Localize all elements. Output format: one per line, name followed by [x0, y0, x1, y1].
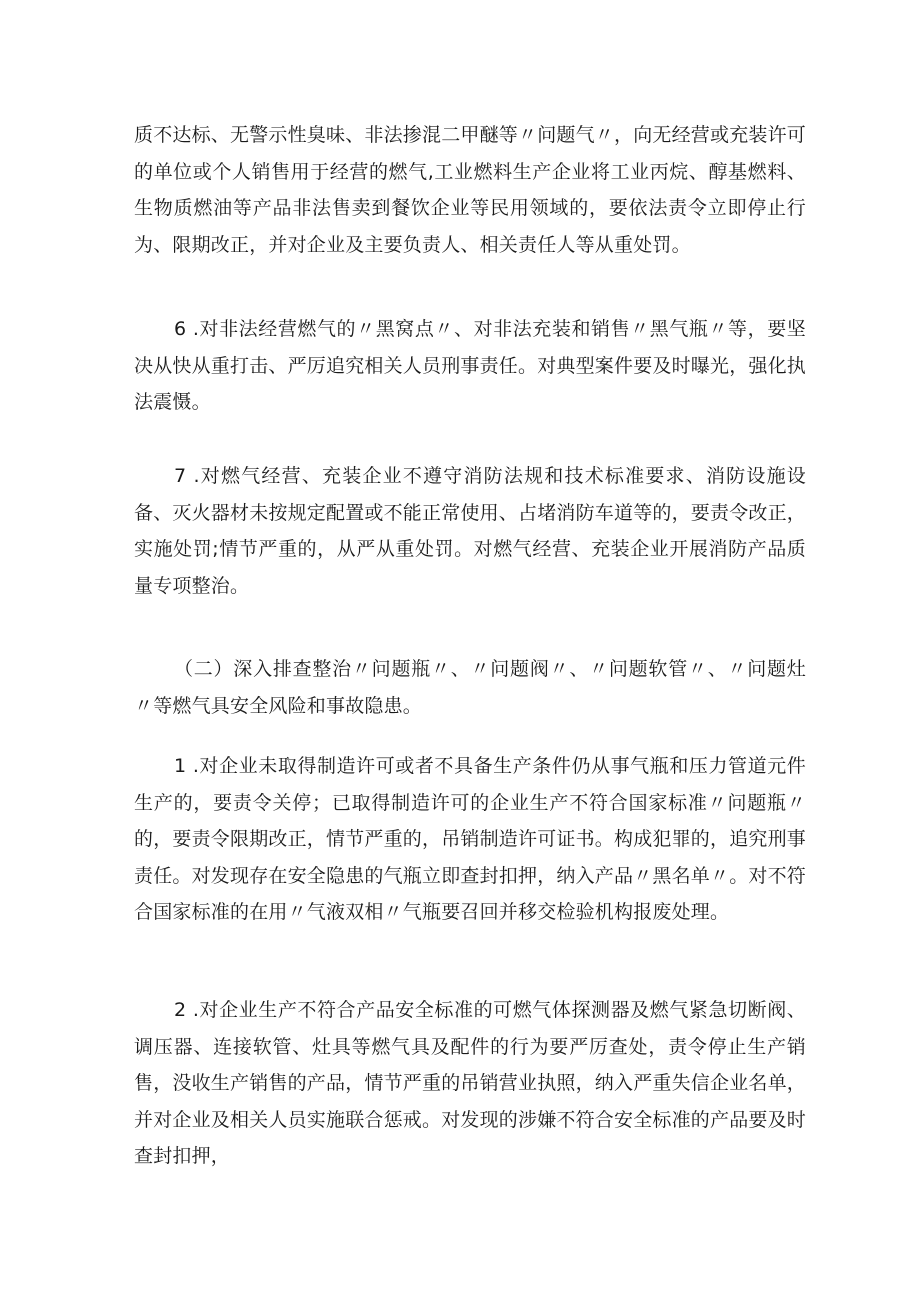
paragraph-item-2	[134, 992, 806, 1175]
paragraph-continuation	[134, 117, 806, 263]
paragraph-4-text: （二）深入排查整治〃问题瓶〃、〃问题阀〃、〃问题软管〃、〃问题灶〃等燃气具安全风险和事故隐患。	[134, 658, 806, 717]
paragraph-item-1	[134, 748, 806, 931]
paragraph-1-text: 质不达标、无警示性臭味、非法掺混二甲醚等〃问题气〃，向无经营或充装许可的单位或个人销售用于经营的燃气,工业燃料生产企业将工业丙烷、醇基燃料、生物质燃油等产品非法售卖到餐饮企业等民用领域的，要依法责令立即停止行为、限期改正，并对企业及主要负责人、相关责任人等从重处罚。	[134, 124, 807, 256]
paragraph-item-7	[134, 458, 806, 604]
paragraph-item-6	[134, 311, 806, 421]
paragraph-3-text: 7 .对燃气经营、充装企业不遵守消防法规和技术标准要求、消防设施设备、灭火器材未按规定配置或不能正常使用、占堵消防车道等的，要责令改正，实施处罚;情节严重的，从严从重处罚。对燃气经营、充装企业开展消防产品质量专项整治。	[134, 465, 807, 597]
paragraph-2-text: 6 .对非法经营燃气的〃黑窝点〃、对非法充装和销售〃黑气瓶〃等，要坚决从快从重打击、严厉追究相关人员刑事责任。对典型案件要及时曝光，强化执法震慑。	[134, 318, 807, 413]
section-heading-2	[134, 651, 806, 724]
paragraph-6-text: 2 .对企业生产不符合产品安全标准的可燃气体探测器及燃气紧急切断阀、调压器、连接软管、灶具等燃气具及配件的行为要严厉查处，责令停止生产销售，没收生产销售的产品，情节严重的吊销营业执照，纳入严重失信企业名单，并对企业及相关人员实施联合惩戒。对发现的涉嫌不符合安全标准的产品要及时查封扣押，	[134, 999, 807, 1167]
paragraph-5-text: 1 .对企业未取得制造许可或者不具备生产条件仍从事气瓶和压力管道元件生产的，要责令关停；已取得制造许可的企业生产不符合国家标准〃问题瓶〃的，要责令限期改正，情节严重的，吊销制造许可证书。构成犯罪的，追究刑事责任。对发现存在安全隐患的气瓶立即查封扣押，纳入产品〃黑名单〃。对不符合国家标准的在用〃气液双相〃气瓶要召回并移交检验机构报废处理。	[134, 755, 807, 923]
